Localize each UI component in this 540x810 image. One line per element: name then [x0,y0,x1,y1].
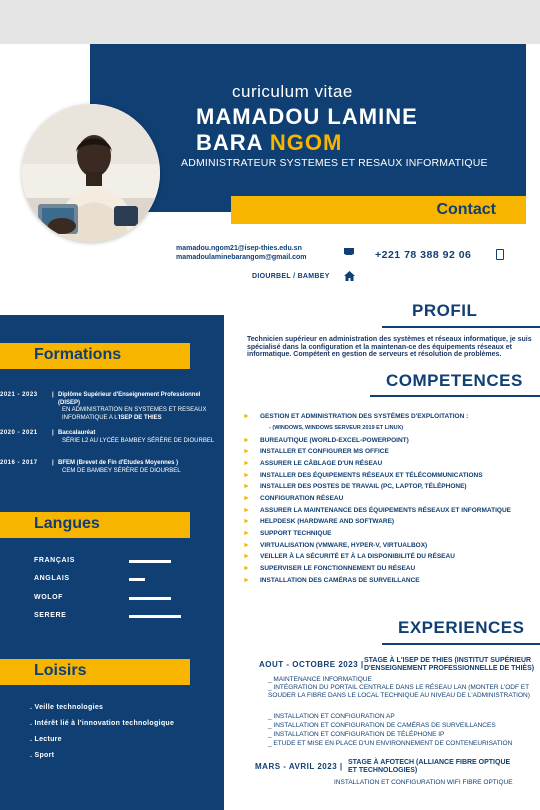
hobby-item: . Veille technologies [30,704,104,711]
skill-text: HELPDESK (HARDWARE AND SOFTWARE) [260,518,395,525]
skill-text: ASSURER LA MAINTENANCE DES ÉQUIPEMENTS RÉSEAUX ET INFORMATIQUE [260,507,511,514]
profile-photo [22,104,160,242]
loisirs-title: Loisirs [34,662,87,679]
formation-year: 2020 - 2021 [0,430,38,436]
location: DIOURBEL / BAMBEY [252,273,330,280]
language-name: FRANÇAIS [34,557,75,564]
formation-separator: | [52,430,54,436]
skill-text: ASSURER LE CÂBLAGE D'UN RÉSEAU [260,460,383,467]
skill-text: BUREAUTIQUE (WORLD-EXCEL-POWERPOINT) [260,437,409,444]
experience-date: AOUT - OCTOBRE 2023 | [259,660,364,669]
email-block [176,244,307,262]
skill-text: GESTION ET ADMINISTRATION DES SYSTÈMES D'EXPLOITATION : [260,413,469,420]
profil-underline [382,326,540,328]
experiences-underline [382,643,540,645]
formation-separator: | [52,460,54,466]
skill-text: INSTALLER ET CONFIGURER MS OFFICE [260,448,389,455]
arrow-icon: ► [243,518,250,525]
experience-title: STAGE À L'ISEP DE THIES (INSTITUT SUPÉRIEUR D'ENSEIGNEMENT PROFESSIONNELLE DE THIÈS) [364,657,535,672]
experience-task: INSTALLATION ET CONFIGURATION WIFI FIBRE OPTIQUE [334,779,513,786]
arrow-icon: ► [243,472,250,479]
arrow-icon: ► [243,483,250,490]
arrow-icon: ► [243,553,250,560]
skill-text: VEILLER À LA SÉCURITÉ ET À LA DISPONIBILITÉ DU RÉSEAU [260,553,455,560]
experience-title: STAGE À AFOTECH (ALLIANCE FIBRE OPTIQUE ET TECHNOLOGIES) [348,759,511,774]
name-line-2 [196,130,342,156]
arrow-icon: ► [243,577,250,584]
envelope-icon [344,248,354,255]
skill-text: - (WINDOWS, WINDOWS SERVEUR 2019 ET LINUX) [269,425,404,431]
arrow-icon: ► [243,437,250,444]
formation-degree: Baccalauréat [58,430,96,436]
experience-task: _ INTÉGRATION DU PORTAIL CENTRALE DANS LE RÉSEAU LAN (MONTER L'ODF ET SOUDER LA FIBRE DANS LE LOCAL TECHNIQUE AU NIVEAU DE L'ADMINISTRATION) [268,684,530,699]
experience-task: _ INSTALLATION ET CONFIGURATION DE TÉLÉPHONE IP [268,731,445,738]
formation-detail-text: EN ADMINISTRATION EN SYSTEMES ET RESEAUX INFORMATIQUE A L' [62,407,207,421]
formation-detail: SÉRIE L2 AU LYCÉE BAMBEY SÉRÈRE DE DIOURBEL [62,437,215,444]
language-level-bar [129,560,171,563]
profil-text: Technicien supérieur en administration des systèmes et réseaux informatique, je suis spécialisé dans la configuration et la maintenan-ce des équipements réseaux et informatique. Compétent en gestion de serveurs et résolution de problèmes. [247,336,532,359]
formation-detail: CEM DE BAMBEY SÉRÈRE DE DIOURBEL [62,467,181,474]
arrow-icon: ► [243,448,250,455]
formation-text [58,460,218,475]
name-first: BARA [196,130,270,155]
language-name: ANGLAIS [34,575,70,582]
job-title: ADMINISTRATEUR SYSTEMES ET RESAUX INFORMATIQUE [181,157,488,169]
arrow-icon: ► [243,413,250,420]
langues-title-bar [0,512,190,538]
language-level-bar [129,597,171,600]
profil-title: PROFIL [412,301,478,320]
formation-degree: Diplôme Supérieur d'Enseignement Professionnel (DISEP) [58,392,201,406]
langues-title: Langues [34,515,100,532]
phone-number[interactable]: +221 78 388 92 06 [375,249,472,261]
cv-label: curiculum vitae [232,82,353,101]
email-1[interactable]: mamadou.ngom21@isep-thies.edu.sn [176,245,302,252]
skill-text: INSTALLER DES POSTES DE TRAVAIL (PC, LAPTOP, TÉLÉPHONE) [260,483,467,490]
home-icon [344,271,355,281]
skill-text: INSTALLATION DES CAMÉRAS DE SURVEILLANCE [260,577,420,584]
top-band [0,0,540,44]
experience-task: _ MAINTENANCE INFORMATIQUE [268,676,372,683]
arrow-icon: ► [243,495,250,502]
language-level-bar [129,615,181,618]
hobby-item: . Sport [30,752,55,759]
language-level-bar [129,578,145,581]
skill-text: CONFIGURATION RÉSEAU [260,495,344,502]
skill-text: INSTALLER DES ÉQUIPEMENTS RÉSEAUX ET TÉLÉCOMMUNICATIONS [260,472,483,479]
skill-text: SUPPORT TECHNIQUE [260,530,332,537]
skill-text: VIRTUALISATION (VMWARE, HYPER-V, VIRTUALBOX) [260,542,428,549]
phone-icon [496,249,504,260]
language-name: SERERE [34,612,67,619]
formations-title-bar [0,343,190,369]
experience-date: MARS - AVRIL 2023 | [255,762,343,771]
formation-text [58,392,218,422]
arrow-icon: ► [243,507,250,514]
competences-title: COMPETENCES [386,371,523,390]
contact-title-bar [231,196,526,224]
photo-illustration [22,104,160,242]
hobby-item: . Lecture [30,736,62,743]
envelope-glyph [344,254,354,261]
arrow-icon: ► [243,530,250,537]
formation-text [58,430,218,445]
experiences-title: EXPERIENCES [398,618,525,637]
loisirs-title-bar [0,659,190,685]
arrow-icon: ► [243,565,250,572]
contact-title: Contact [436,201,496,218]
arrow-icon: ► [243,460,250,467]
formations-title: Formations [34,346,122,363]
competences-underline [370,395,540,397]
name-line-1: MAMADOU LAMINE [196,104,418,129]
name-highlight: NGOM [269,130,343,155]
arrow-icon: ► [243,542,250,549]
formation-detail [58,407,218,422]
experience-task: _ INSTALLATION ET CONFIGURATION AP [268,713,395,720]
formation-year: 2021 - 2023 [0,392,38,398]
language-name: WOLOF [34,594,64,601]
formation-separator: | [52,392,54,398]
formation-year: 2016 - 2017 [0,460,38,466]
skill-text: SUPERVISER LE FONCTIONNEMENT DU RÉSEAU [260,565,416,572]
formation-detail-bold: ISEP DE THIES [118,414,162,421]
experience-task: _ ETUDE ET MISE EN PLACE D'UN ENVIRONNEMENT DE CONTENEURISATION [268,740,513,747]
email-2[interactable]: mamadoulaminebarangom@gmail.com [176,254,307,261]
formation-degree: BFEM (Brevet de Fin d'Etudes Moyennes ) [58,460,179,466]
hobby-item: . Intérêt lié à l'innovation technologique [30,720,175,727]
experience-task: _ INSTALLATION ET CONFIGURATION DE CAMÉRAS DE SURVEILLANCES [268,722,496,729]
